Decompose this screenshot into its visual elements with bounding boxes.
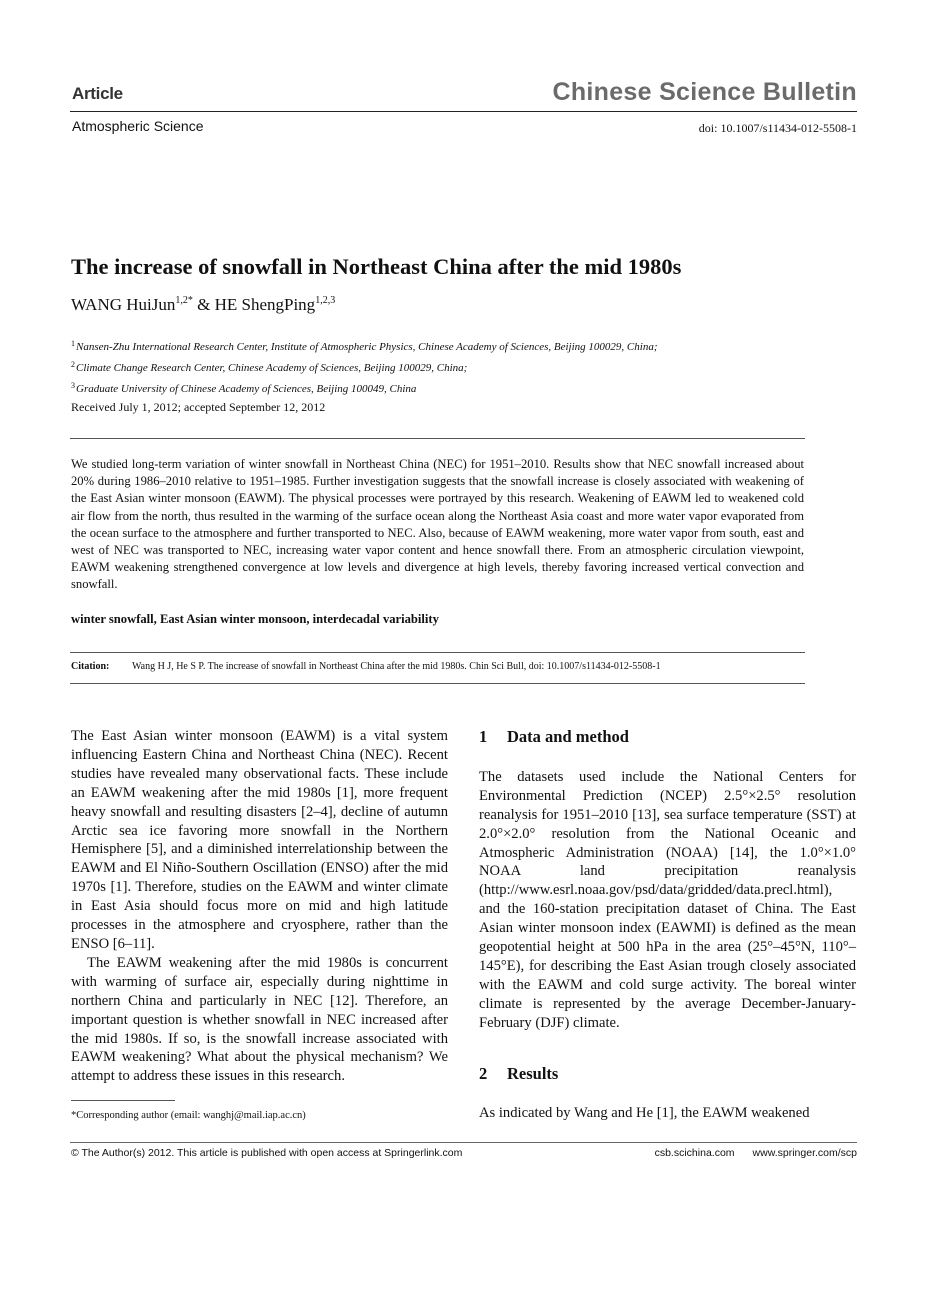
doi: doi: 10.1007/s11434-012-5508-1 [698, 121, 857, 135]
affiliation-text: Nansen-Zhu International Research Center, Institute of Atmospheric Physics, Chinese Academy of Sciences, Beijing 100029, China; [76, 341, 658, 353]
received-dates: Received July 1, 2012; accepted September 12, 2012 [71, 400, 326, 414]
abstract: We studied long-term variation of winter snowfall in Northeast China (NEC) for 1951–2010. Results show that NEC snowfall increased about 20% during 1986–2010 relative to 1951–1985. Further investigation suggests that the snowfall increase is closely associated with weakening of the East Asian winter monsoon (EAWM). The physical processes were portrayed by this research. Weakening of EAWM led to weakened cold air flow from the north, thus resulted in the warming of the surface ocean along the Northeast Asia coast and more water vapor evaporated from the ocean surface to the atmosphere and further transported to NEC. Also, because of EAWM weakening, more water vapor from south, east and west of NEC was transported to NEC, increasing water vapor content and hence snowfall there. From an atmospheric circulation viewpoint, EAWM weakening strengthened convergence at low levels and divergence at high levels, thereby favoring increased vertical convection and snowfall. [71, 457, 804, 592]
section-number: 1 [479, 727, 488, 746]
section-title: Results [507, 1063, 559, 1083]
author-affiliation-marker: 1,2* [175, 295, 193, 306]
section-title: Data and method [507, 727, 629, 746]
abstract-top-rule [70, 438, 805, 439]
affiliation-number: 3 [71, 381, 75, 390]
section-heading [479, 728, 856, 747]
affiliation [71, 377, 657, 398]
affiliation-number: 2 [71, 360, 75, 369]
body-column-left [71, 727, 448, 1086]
affiliation-text: Graduate University of Chinese Academy of Sciences, Beijing 100049, China [76, 383, 417, 395]
affiliations [71, 335, 657, 398]
article-type-label: Article [72, 84, 123, 103]
paper-title: The increase of snowfall in Northeast China after the mid 1980s [71, 254, 682, 279]
corresponding-author-footnote: *Corresponding author (email: wanghj@mail.iap.ac.cn) [71, 1110, 306, 1121]
author-name: HE ShengPing [214, 295, 316, 314]
keywords: winter snowfall, East Asian winter monsoon, interdecadal variability [71, 612, 439, 626]
section-number: 2 [479, 1063, 488, 1083]
affiliation [71, 335, 657, 356]
author-name: WANG HuiJun [71, 295, 176, 314]
footer-link-journal-site[interactable]: csb.scichina.com [654, 1147, 735, 1159]
footnote-rule [71, 1100, 175, 1101]
footer-rule [70, 1142, 857, 1143]
citation-label: Citation: [71, 661, 110, 672]
citation-top-rule [70, 652, 805, 653]
copyright-notice: © The Author(s) 2012. This article is published with open access at Springerlink.com [71, 1147, 463, 1159]
section-paragraph: The datasets used include the National Centers for Environmental Prediction (NCEP) 2.5°×2.5° resolution reanalysis for 1951–2010 [13], sea surface temperature (SST) at 2.0°×2.0° resolution from the National Oceanic and Atmospheric Administration (NOAA) [14], the 1.0°×1.0° NOAA land precipitation reanalysis (http://www.esrl.noaa.gov/psd/data/gridded/data.precl.html), and the 160-station precipitation dataset of China. The East Asian winter monsoon index (EAWMI) is defined as the mean geopotential height at 500 hPa in the area (25°–45°N, 110°–145°E), for describing the East Asian trough closely associated with the EAWM and cold surge activity. The boreal winter climate is represented by the average December-January-February (DJF) climate. [479, 768, 856, 1031]
affiliation-text: Climate Change Research Center, Chinese Academy of Sciences, Beijing 100029, China; [76, 362, 468, 374]
citation-text: Wang H J, He S P. The increase of snowfall in Northeast China after the mid 1980s. Chin Sci Bull, doi: 10.1007/s11434-012-5508-1 [132, 661, 661, 672]
citation [71, 661, 661, 672]
section-paragraph: As indicated by Wang and He [1], the EAWM weakened [479, 1104, 810, 1121]
author-affiliation-marker: 1,2,3 [315, 295, 336, 306]
author-list [71, 295, 335, 315]
section-heading [479, 1065, 856, 1084]
affiliation [71, 356, 657, 377]
footer-link-springer[interactable]: www.springer.com/scp [752, 1147, 857, 1159]
subject-section: Atmospheric Science [72, 118, 204, 134]
body-column-right [479, 727, 856, 1122]
affiliation-number: 1 [71, 339, 75, 348]
author-separator: & [197, 295, 211, 314]
header-divider [70, 111, 857, 112]
journal-name: Chinese Science Bulletin [552, 78, 857, 106]
footer-links [655, 1147, 857, 1159]
intro-paragraph: The East Asian winter monsoon (EAWM) is a vital system influencing Eastern China and Northeast China (NEC). Recent studies have revealed many observational facts. These include an EAWM weakening after the mid 1980s [1], more frequent heavy snowfall and resulting disasters [2–4], decline of autumn Arctic sea ice favoring more snowfall in the Northern Hemisphere [5], and a diminished interrelationship between the EAWM and El Niño-Southern Oscillation (ENSO) after the mid 1970s [1]. Therefore, studies on the EAWM and winter climate in East Asia should focus more on mid and high latitude processes in the atmosphere and cryosphere, rather than the ENSO [6–11]. [71, 728, 448, 952]
citation-bottom-rule [70, 683, 805, 684]
intro-paragraph: The EAWM weakening after the mid 1980s is concurrent with warming of surface air, especially during nighttime in northern China and particularly in NEC [12]. Therefore, an important question is whether snowfall in NEC increased after the mid 1980s. If so, is the snowfall increase associated with EAWM weakening? What about the physical mechanism? We attempt to address these issues in this research. [71, 954, 448, 1085]
